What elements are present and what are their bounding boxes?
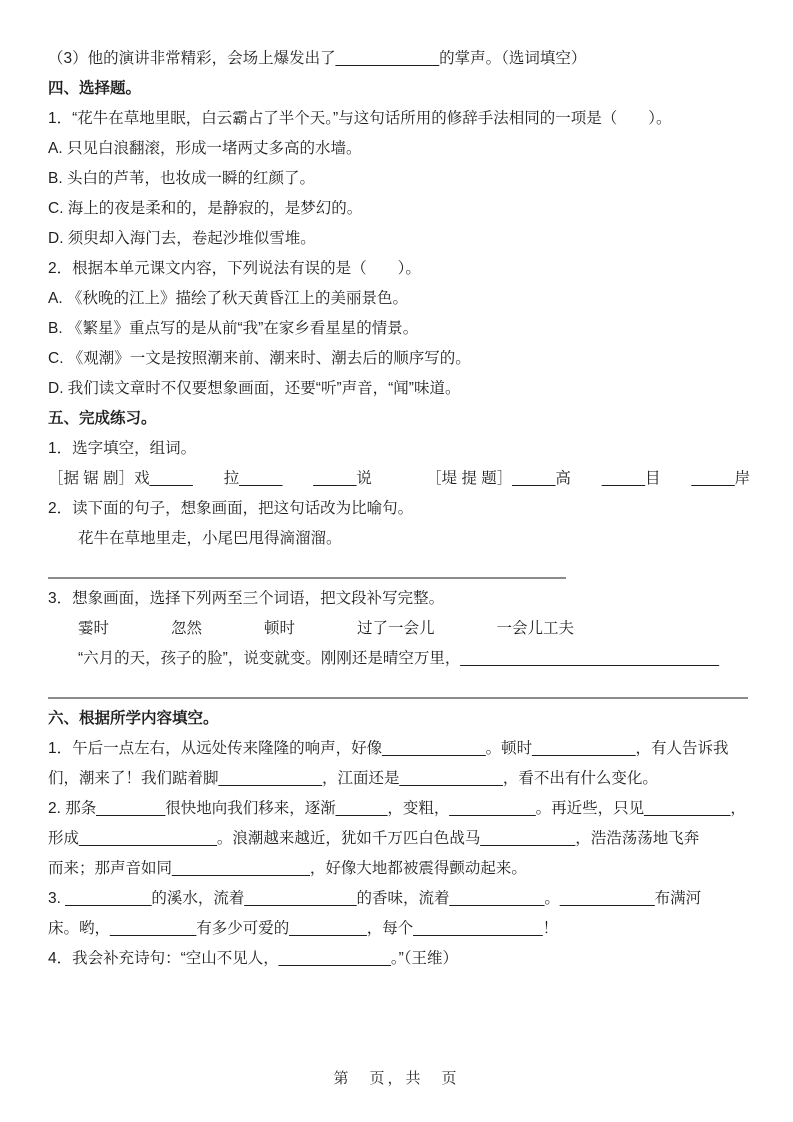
text-line: C. 海上的夜是柔和的，是静寂的，是梦幻的。 (48, 200, 363, 217)
text-line: D. 我们读文章时不仅要想象画面，还要“听”声音，“闻”味道。 (48, 380, 461, 397)
answer-line (48, 697, 748, 699)
section-heading: 六、根据所学内容填空。 (48, 710, 219, 727)
text-line: B. 头白的芦苇，也妆成一瞬的红颜了。 (48, 170, 315, 187)
text-line: 3．想象画面，选择下列两至三个词语，把文段补写完整。 (48, 590, 445, 607)
text-line: 床。哟，__________有多少可爱的_________，每个_______________！ (48, 920, 559, 937)
text-line: 花牛在草地里走，小尾巴甩得滴溜溜。 (78, 530, 342, 547)
text-line: 1．“花牛在草地里眠，白云霸占了半个天。”与这句话所用的修辞手法相同的一项是（ ）。 (48, 110, 672, 127)
text-line: 4．我会补充诗句：“空山不见人，_____________。”（王维） (48, 950, 459, 967)
text-line: 2．根据本单元课文内容，下列说法有误的是（ ）。 (48, 260, 421, 277)
text-line: 1．午后一点左右，从远处传来隆隆的响声，好像____________。顿时____________，有人告诉我 (48, 740, 729, 757)
text-line: 霎时 忽然 顿时 过了一会儿 一会儿工夫 (78, 620, 575, 637)
text-line: B. 《繁星》重点写的是从前“我”在家乡看星星的情景。 (48, 320, 419, 337)
text-line: 1．选字填空，组词。 (48, 440, 197, 457)
text-line: 2. 那条________很快地向我们移来，逐渐______，变粗，__________。再近些，只见__________， (48, 800, 746, 817)
section-heading: 四、选择题。 (48, 80, 142, 97)
section-heading: 五、完成练习。 (48, 410, 157, 427)
text-line: 而来；那声音如同________________，好像大地都被震得颤动起来。 (48, 860, 527, 877)
page-footer (0, 1067, 793, 1088)
text-line: C. 《观潮》一文是按照潮来前、潮来时、潮去后的顺序写的。 (48, 350, 471, 367)
text-line: 2．读下面的句子，想象画面，把这句话改为比喻句。 (48, 500, 414, 517)
text-line: A. 《秋晚的江上》描绘了秋天黄昏江上的美丽景色。 (48, 290, 408, 307)
text-line: 3. __________的溪水，流着_____________的香味，流着___________。___________布满河 (48, 890, 702, 907)
text-line: 们，潮来了！我们踮着脚____________，江面还是____________，看不出有什么变化。 (48, 770, 658, 787)
text-line: （3）他的演讲非常精彩，会场上爆发出了____________的掌声。（选词填空） (48, 50, 587, 67)
worksheet-content (48, 44, 751, 974)
text-line: ［据 锯 剧］戏_____ 拉_____ _____说 ［堤 提 题］_____高 _____目 _____岸 (48, 470, 751, 487)
page-number-text: 第 页，共 页 (333, 1070, 460, 1087)
text-line: D. 须臾却入海门去，卷起沙堆似雪堆。 (48, 230, 316, 247)
text-line: 形成________________。浪潮越来越近，犹如千万匹白色战马___________，浩浩荡荡地飞奔 (48, 830, 700, 847)
text-line: A. 只见白浪翻滚，形成一堵两丈多高的水墙。 (48, 140, 362, 157)
answer-line (48, 577, 566, 579)
text-line: “六月的天，孩子的脸”，说变就变。刚刚还是晴空万里，______________________________ (78, 650, 719, 667)
